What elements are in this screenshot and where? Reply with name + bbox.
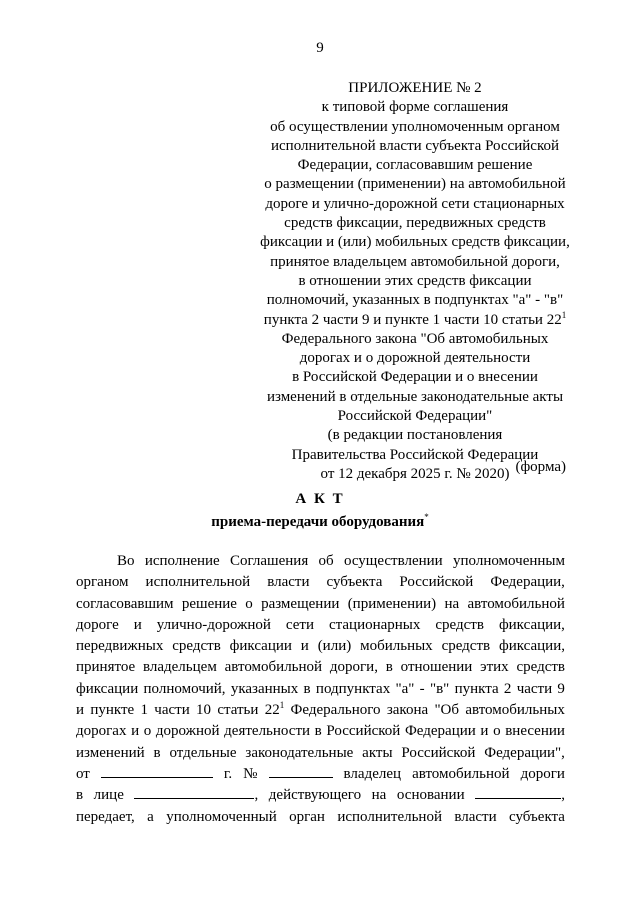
word: о	[245, 595, 253, 612]
word: органом	[76, 574, 129, 591]
word: средств	[435, 616, 484, 633]
word: передает,	[76, 808, 135, 825]
word: отношении	[400, 659, 473, 676]
word: Федерации,	[490, 574, 565, 591]
word: этих	[480, 659, 509, 676]
word: мобильных	[360, 638, 433, 655]
word: №	[243, 765, 258, 782]
word: -	[419, 680, 425, 697]
word: Федерации	[404, 723, 476, 740]
appendix-line: исполнительной власти субъекта Российской	[270, 137, 559, 154]
word: закона	[386, 702, 429, 719]
word: Во	[117, 553, 135, 569]
word: уполномоченный	[166, 808, 277, 825]
article-number: 22	[264, 702, 280, 719]
word: Российской	[326, 723, 401, 740]
word: части	[516, 680, 553, 697]
word: законодательные	[245, 744, 354, 761]
appendix-line: о размещении (применении) на автомобильной	[264, 176, 566, 193]
body-line	[76, 551, 565, 572]
word: в	[76, 787, 84, 804]
word: (или)	[317, 638, 352, 655]
word: фиксации,	[498, 616, 565, 633]
body-line	[76, 743, 565, 764]
appendix-line: дорогах и о дорожной деятельности	[299, 350, 531, 367]
word: субъекта	[326, 574, 383, 591]
appendix-title: ПРИЛОЖЕНИЕ № 2	[348, 80, 482, 96]
appendix-block	[245, 79, 585, 484]
word: от	[76, 765, 90, 782]
body-line	[76, 594, 565, 615]
body-line	[76, 615, 565, 636]
word	[134, 785, 258, 806]
word: "в"	[429, 680, 450, 697]
word: 1	[140, 702, 148, 719]
body-line	[76, 572, 565, 593]
word: деятельности	[224, 723, 311, 740]
word: "Об	[434, 702, 460, 719]
appendix-line-text: пункта 2 части 9 и пункте 1 части 10 статьи 22	[263, 311, 562, 328]
body-line	[76, 636, 565, 657]
word: на	[371, 787, 387, 804]
word: лице	[93, 787, 124, 804]
word: фиксации,	[498, 638, 565, 655]
word: автомобильной	[224, 659, 323, 676]
word: в	[153, 744, 161, 761]
appendix-line: в отношении этих средств фиксации	[298, 272, 532, 289]
appendix-line	[245, 311, 585, 330]
word: размещении	[261, 595, 340, 612]
body-paragraph	[76, 551, 565, 828]
word: в	[314, 723, 322, 740]
word: действующего	[268, 787, 362, 804]
word: владелец	[343, 765, 402, 782]
word: дороги,	[329, 659, 378, 676]
punctuation: ,	[254, 787, 259, 804]
word: сети	[285, 616, 314, 633]
word: о	[493, 723, 501, 740]
word: изменений	[76, 744, 145, 761]
appendix-line: изменений в отдельные законодательные акты	[266, 388, 564, 405]
word: передвижных	[76, 638, 164, 655]
word: исполнение	[144, 553, 220, 569]
body-line	[76, 679, 565, 700]
body-line	[76, 807, 565, 828]
page-number: 9	[316, 40, 324, 56]
word: в	[303, 680, 311, 697]
word: Соглашения	[230, 553, 309, 569]
word: средств	[172, 638, 221, 655]
document-subtitle-text: приема-передачи оборудования	[211, 514, 425, 530]
word: и	[76, 702, 85, 719]
word: согласовавшим	[76, 595, 174, 612]
word: владельцем	[142, 659, 217, 676]
word: а	[147, 808, 154, 825]
word: статьи	[217, 702, 259, 719]
forma-label: (форма)	[515, 459, 566, 475]
word: и	[131, 723, 140, 740]
body-line	[76, 657, 565, 678]
word: Российской	[399, 574, 474, 591]
word: исполнительной	[337, 808, 442, 825]
body-line	[76, 700, 565, 721]
word	[475, 785, 565, 806]
word: полномочий,	[143, 680, 226, 697]
word: дорожной	[155, 723, 220, 740]
word: субъекта	[509, 808, 565, 825]
word: решение	[181, 595, 237, 612]
appendix-line: от 12 декабря 2025 г. № 2020)	[320, 465, 510, 482]
date-blank	[101, 764, 213, 778]
word: улично-дорожной	[156, 616, 271, 633]
word: автомобильных	[465, 702, 565, 719]
word: о	[143, 723, 152, 740]
appendix-line: средств фиксации, передвижных средств	[284, 215, 546, 232]
word: средств	[516, 659, 565, 676]
word: исполнительной	[145, 574, 251, 591]
word: осуществлении	[343, 553, 443, 569]
appendix-line: фиксации и (или) мобильных средств фиксации,	[260, 234, 570, 251]
body-line	[76, 721, 565, 742]
word: принятое	[76, 659, 136, 676]
word: акты	[362, 744, 393, 761]
word: дороги	[520, 765, 565, 782]
word: стационарных	[328, 616, 421, 633]
word: автомобильной	[412, 765, 510, 782]
word: основании	[396, 787, 465, 804]
word: 10	[196, 702, 212, 719]
appendix-line: принятое владельцем автомобильной дороги,	[270, 253, 560, 270]
word: дороге	[76, 616, 119, 633]
word: подпунктах	[315, 680, 391, 697]
document-title: А К Т	[295, 491, 345, 507]
word: (применении)	[347, 595, 437, 612]
appendix-line: (в редакции постановления	[327, 427, 503, 444]
word: Российской	[401, 744, 476, 761]
word: на	[444, 595, 460, 612]
word	[265, 700, 285, 721]
footnote-superscript: 1	[279, 700, 285, 711]
document-subtitle	[0, 514, 640, 531]
appendix-line: Федерального закона "Об автомобильных	[281, 330, 549, 347]
word: г.	[223, 765, 233, 782]
word: власти	[267, 574, 310, 591]
word: и	[300, 638, 309, 655]
word: автомобильной	[467, 595, 565, 612]
word: фиксации	[229, 638, 292, 655]
word: власти	[454, 808, 497, 825]
appendix-line: Российской Федерации"	[337, 408, 493, 425]
word: части	[154, 702, 190, 719]
footnote-marker: *	[424, 512, 429, 522]
appendix-line: Правительства Российской Федерации	[291, 446, 539, 463]
word: Федерации",	[484, 744, 565, 761]
word: орган	[289, 808, 325, 825]
punctuation: ,	[561, 787, 565, 804]
word: пункта	[454, 680, 499, 697]
appendix-line: в Российской Федерации и о внесении	[292, 369, 538, 386]
word: и	[480, 723, 489, 740]
word: средств	[441, 638, 491, 655]
word: об	[318, 553, 334, 569]
body-line	[76, 785, 565, 806]
word: и	[133, 616, 142, 633]
word: в	[385, 659, 393, 676]
representative-blank	[134, 785, 254, 799]
word: пункте	[90, 702, 135, 719]
number-blank	[269, 764, 333, 778]
word: отдельные	[169, 744, 237, 761]
body-line	[76, 764, 565, 785]
appendix-line: дороге и улично-дорожной сети стационарных	[265, 195, 565, 212]
word: внесении	[505, 723, 565, 740]
appendix-line: об осуществлении уполномоченным органом	[270, 118, 560, 135]
word: указанных	[230, 680, 299, 697]
word: "а"	[395, 680, 415, 697]
appendix-line: полномочий, указанных в подпунктах "а" - "в"	[266, 292, 564, 309]
appendix-line: Федерации, согласовавшим решение	[297, 157, 533, 174]
word: дорогах	[76, 723, 127, 740]
word: фиксации	[76, 680, 139, 697]
footnote-superscript: 1	[561, 309, 567, 320]
appendix-line: к типовой форме соглашения	[321, 99, 509, 116]
basis-blank	[475, 785, 561, 799]
word: 9	[557, 680, 565, 697]
word: 2	[503, 680, 512, 697]
word: Федерального	[290, 702, 381, 719]
word: уполномоченным	[453, 553, 565, 569]
